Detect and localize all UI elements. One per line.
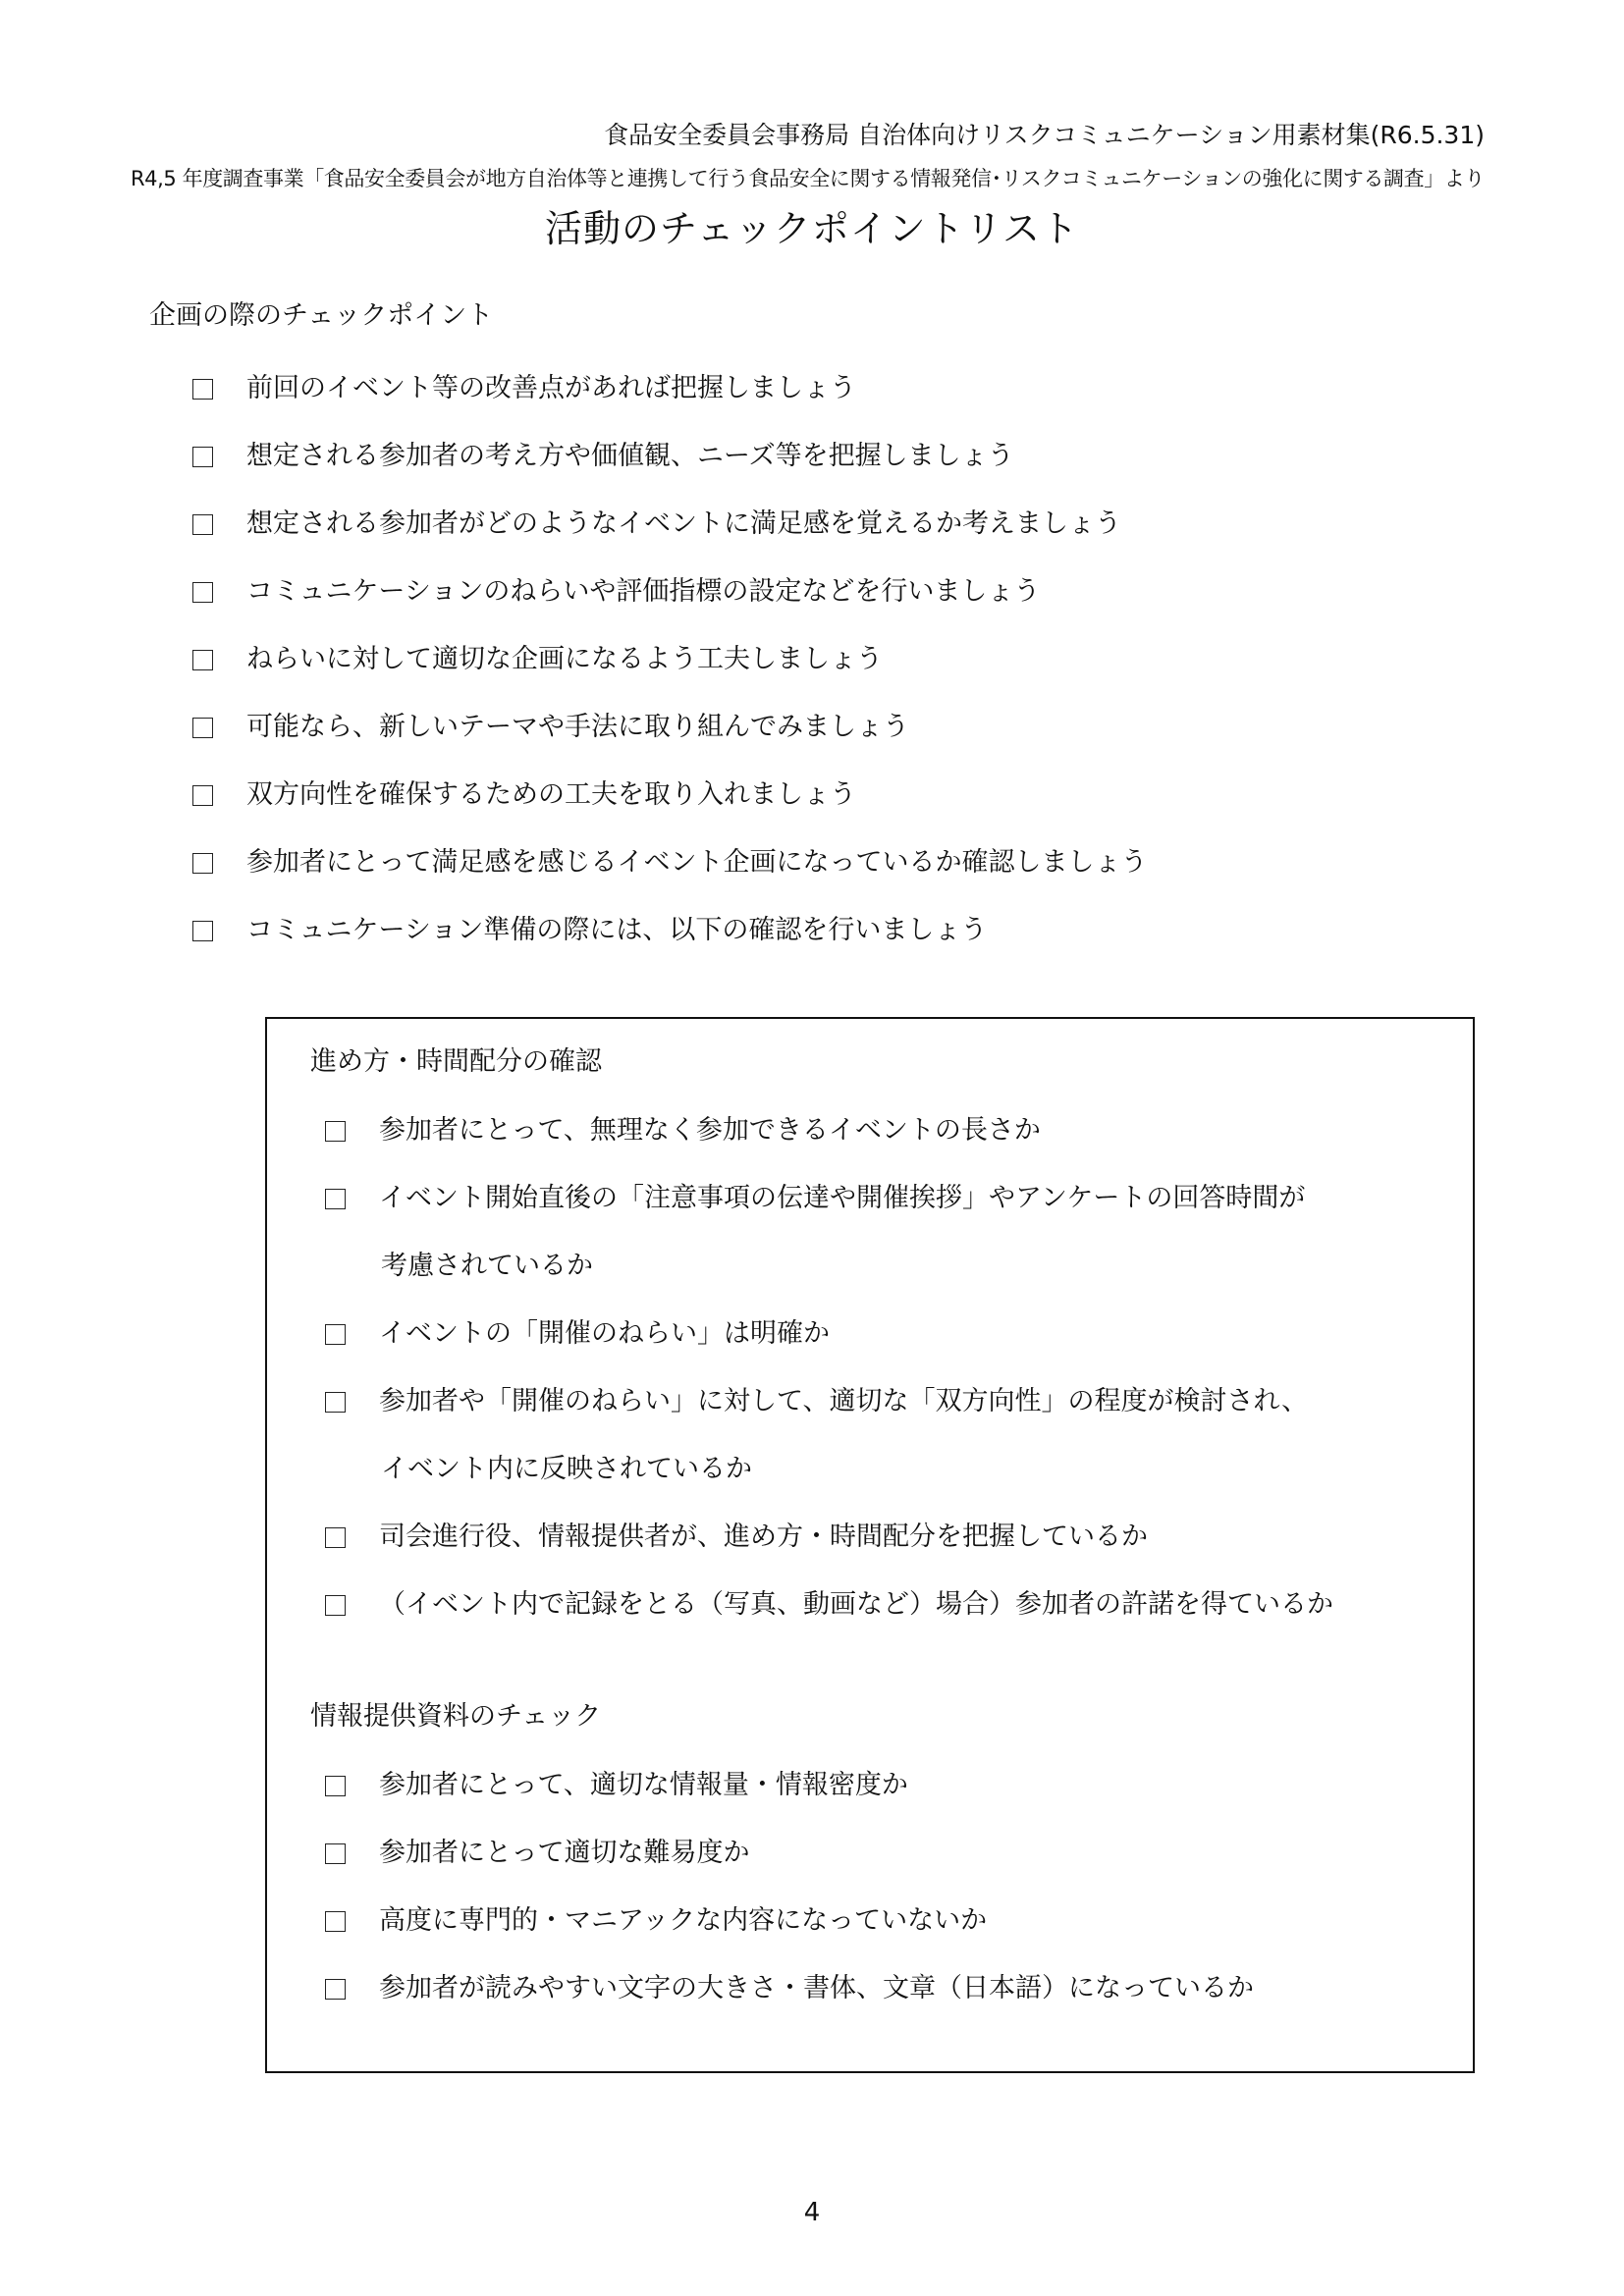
planning-item[interactable] xyxy=(192,369,856,408)
planning-item[interactable] xyxy=(192,911,987,950)
checkbox-icon[interactable] xyxy=(192,785,213,806)
planning-item[interactable] xyxy=(192,572,1040,612)
planning-item[interactable] xyxy=(192,708,909,747)
progress-item-text: イベント開始直後の「注意事項の伝達や開催挨拶」やアンケートの回答時間が xyxy=(379,1183,1306,1213)
checkbox-icon[interactable] xyxy=(192,650,213,670)
progress-item[interactable] xyxy=(325,1585,1333,1625)
page-title: 活動のチェックポイントリスト xyxy=(544,207,1080,250)
planning-item-text: 双方向性を確保するための工夫を取り入れましょう xyxy=(246,779,856,810)
planning-item-text: 可能なら、新しいテーマや手法に取り組んでみましょう xyxy=(246,712,909,742)
checkbox-icon[interactable] xyxy=(325,1527,346,1548)
progress-item[interactable] xyxy=(325,1111,1041,1150)
checkbox-icon[interactable] xyxy=(192,853,213,874)
checkbox-icon[interactable] xyxy=(325,1189,346,1209)
planning-item-text: コミュニケーション準備の際には、以下の確認を行いましょう xyxy=(246,915,988,945)
materials-item-text: 参加者が読みやすい文字の大きさ・書体、文章（日本語）になっているか xyxy=(379,1973,1254,2003)
progress-item-continuation: イベント内に反映されているか xyxy=(381,1454,752,1484)
materials-item-text: 参加者にとって、適切な情報量・情報密度か xyxy=(379,1770,908,1800)
planning-item[interactable] xyxy=(192,640,883,679)
checkbox-icon[interactable] xyxy=(192,379,213,400)
header-source-line: 食品安全委員会事務局 自治体向けリスクコミュニケーション用素材集(R6.5.31) xyxy=(604,121,1485,149)
planning-item[interactable] xyxy=(192,505,1121,544)
checkbox-icon[interactable] xyxy=(325,1324,346,1345)
checkbox-icon[interactable] xyxy=(325,1911,346,1932)
progress-item[interactable] xyxy=(325,1179,1305,1218)
progress-item-text: （イベント内で記録をとる（写真、動画など）場合）参加者の許諾を得ているか xyxy=(379,1589,1333,1620)
materials-item[interactable] xyxy=(325,1901,987,1941)
checkbox-icon[interactable] xyxy=(325,1843,346,1864)
planning-item[interactable] xyxy=(192,843,1147,882)
planning-item-text: ねらいに対して適切な企画になるよう工夫しましょう xyxy=(246,644,883,674)
materials-item-text: 高度に専門的・マニアックな内容になっていないか xyxy=(379,1905,988,1936)
checkbox-icon[interactable] xyxy=(325,1979,346,2000)
progress-item[interactable] xyxy=(325,1314,830,1354)
progress-item[interactable] xyxy=(325,1518,1148,1557)
materials-item[interactable] xyxy=(325,1969,1254,2008)
planning-section-label: 企画の際のチェックポイント xyxy=(149,300,494,331)
checkbox-icon[interactable] xyxy=(192,921,213,941)
progress-item-text: 司会進行役、情報提供者が、進め方・時間配分を把握しているか xyxy=(379,1522,1148,1552)
planning-item-text: コミュニケーションのねらいや評価指標の設定などを行いましょう xyxy=(246,576,1041,607)
materials-heading: 情報提供資料のチェック xyxy=(310,1701,602,1732)
page-number: 4 xyxy=(803,2198,821,2227)
progress-item-text: イベントの「開催のねらい」は明確か xyxy=(379,1318,830,1349)
checkbox-icon[interactable] xyxy=(325,1392,346,1413)
progress-item-text: 参加者や「開催のねらい」に対して、適切な「双方向性」の程度が検討され、 xyxy=(379,1386,1309,1416)
checkbox-icon[interactable] xyxy=(192,582,213,603)
planning-item-text: 想定される参加者がどのようなイベントに満足感を覚えるか考えましょう xyxy=(246,508,1121,539)
materials-item[interactable] xyxy=(325,1834,749,1873)
materials-item-text: 参加者にとって適切な難易度か xyxy=(379,1838,750,1868)
checkbox-icon[interactable] xyxy=(192,718,213,738)
checkbox-icon[interactable] xyxy=(325,1595,346,1616)
checkbox-icon[interactable] xyxy=(192,514,213,535)
checkbox-icon[interactable] xyxy=(325,1776,346,1796)
planning-item-text: 参加者にとって満足感を感じるイベント企画になっているか確認しましょう xyxy=(246,847,1148,878)
progress-item[interactable] xyxy=(325,1382,1308,1421)
planning-item[interactable] xyxy=(192,775,856,815)
progress-item-continuation: 考慮されているか xyxy=(381,1251,593,1281)
materials-item[interactable] xyxy=(325,1766,908,1805)
planning-item[interactable] xyxy=(192,437,1014,476)
checkbox-icon[interactable] xyxy=(192,447,213,467)
planning-item-text: 前回のイベント等の改善点があれば把握しましょう xyxy=(246,373,856,403)
progress-heading: 進め方・時間配分の確認 xyxy=(310,1046,602,1077)
progress-item-text: 参加者にとって、無理なく参加できるイベントの長さか xyxy=(379,1115,1041,1146)
planning-item-text: 想定される参加者の考え方や価値観、ニーズ等を把握しましょう xyxy=(246,441,1014,471)
header-survey-line: R4,5 年度調査事業「食品安全委員会が地方自治体等と連携して行う食品安全に関する情報発信･リスクコミュニケーションの強化に関する調査」より xyxy=(130,167,1485,190)
checkbox-icon[interactable] xyxy=(325,1121,346,1142)
